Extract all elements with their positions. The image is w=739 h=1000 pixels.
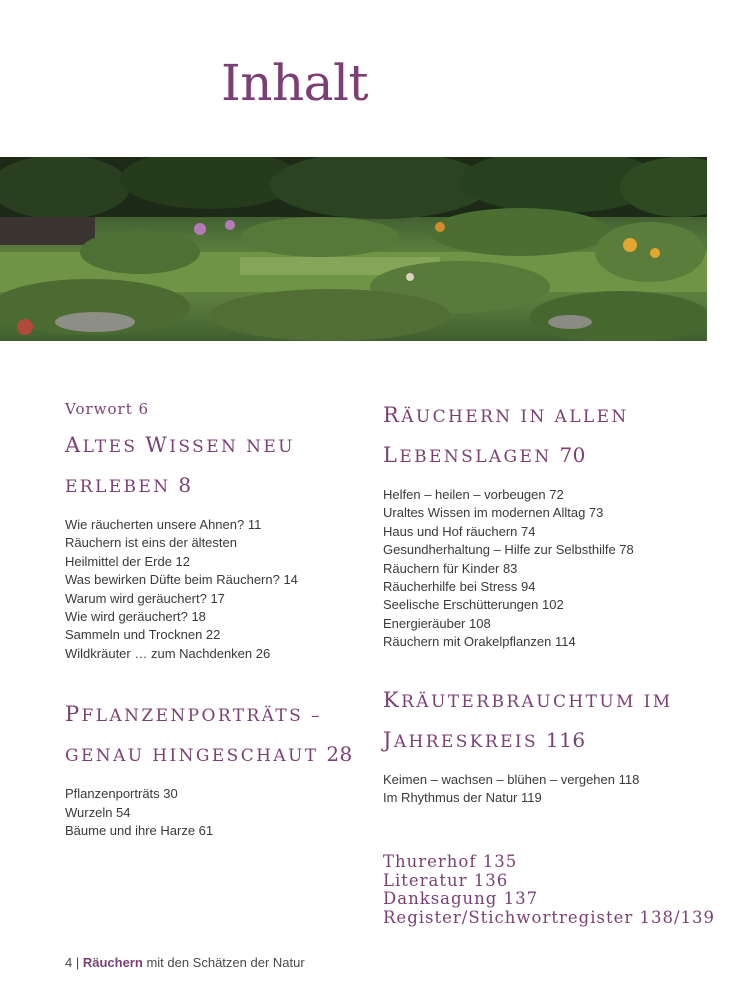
toc-section	[383, 681, 713, 808]
toc-section	[383, 396, 713, 652]
toc-appendix	[383, 852, 716, 927]
page-title: Inhalt	[221, 54, 369, 112]
toc-vorwort: Vorwort 6	[65, 400, 150, 418]
toc-list	[65, 516, 365, 663]
section-heading: PFLANZENPORTRÄTS –	[65, 702, 322, 727]
list-item: Im Rhythmus der Natur 119	[383, 790, 542, 806]
list-item: Räuchern mit Orakelpflanzen 114	[383, 634, 576, 650]
garden-photo	[0, 157, 707, 341]
list-item: Keimen – wachsen – blühen – vergehen 118	[383, 771, 640, 787]
section-heading: KRÄUTERBRAUCHTUM IM	[383, 687, 673, 712]
section-heading-line2: ERLEBEN 8	[65, 473, 192, 497]
toc-list	[383, 771, 713, 808]
footer-brand: Räuchern	[82, 955, 143, 970]
list-item: Energieräuber 108	[383, 615, 491, 631]
toc-section	[65, 695, 365, 840]
appendix-item: Literatur 136	[383, 870, 509, 890]
section-heading-line2: JAHRESKREIS 116	[383, 727, 586, 752]
section-heading: RÄUCHERN IN ALLEN	[383, 403, 629, 427]
toc-list	[65, 785, 365, 840]
appendix-item: Danksagung 137	[383, 889, 539, 909]
list-item: Seelische Erschütterungen 102	[383, 597, 564, 613]
list-item: Räuchern ist eins der ältesten	[65, 535, 237, 551]
garden-photo-icon	[0, 157, 707, 341]
list-item: Warum wird geräuchert? 17	[65, 590, 225, 606]
list-item: Wie wird geräuchert? 18	[65, 609, 206, 625]
list-item: Räuchern für Kinder 83	[383, 560, 518, 576]
list-item: Wildkräuter … zum Nachdenken 26	[65, 645, 271, 661]
section-heading-line2: GENAU HINGESCHAUT 28	[65, 742, 353, 767]
list-item: Was bewirken Düfte beim Räuchern? 14	[65, 572, 298, 588]
toc-list	[383, 486, 713, 652]
list-item: Heilmittel der Erde 12	[65, 553, 190, 569]
list-item: Uraltes Wissen im modernen Alltag 73	[383, 505, 604, 521]
toc-left-column	[65, 396, 365, 840]
list-item: Bäume und ihre Harze 61	[65, 823, 214, 839]
footer-subtitle: mit den Schätzen der Natur	[146, 955, 305, 970]
list-item: Räucherhilfe bei Stress 94	[383, 579, 536, 595]
list-item: Haus und Hof räuchern 74	[383, 523, 536, 539]
list-item: Helfen – heilen – vorbeugen 72	[383, 487, 564, 502]
section-heading: ALTES WISSEN NEU	[65, 433, 295, 457]
appendix-item: Thurerhof 135	[383, 852, 518, 872]
page-footer	[65, 955, 305, 970]
section-heading-line2: LEBENSLAGEN 70	[383, 443, 586, 467]
list-item: Wie räucherten unsere Ahnen? 11	[65, 517, 262, 532]
list-item: Wurzeln 54	[65, 804, 131, 820]
list-item: Pflanzenporträts 30	[65, 786, 178, 802]
toc-section	[65, 426, 365, 663]
appendix-item: Register/Stichwortregister 138/139	[383, 907, 716, 927]
toc-right-column	[383, 396, 716, 927]
list-item: Gesundherhaltung – Hilfe zur Selbsthilfe 78	[383, 542, 634, 558]
list-item: Sammeln und Trocknen 22	[65, 627, 221, 643]
page-number: 4 |	[65, 955, 80, 970]
